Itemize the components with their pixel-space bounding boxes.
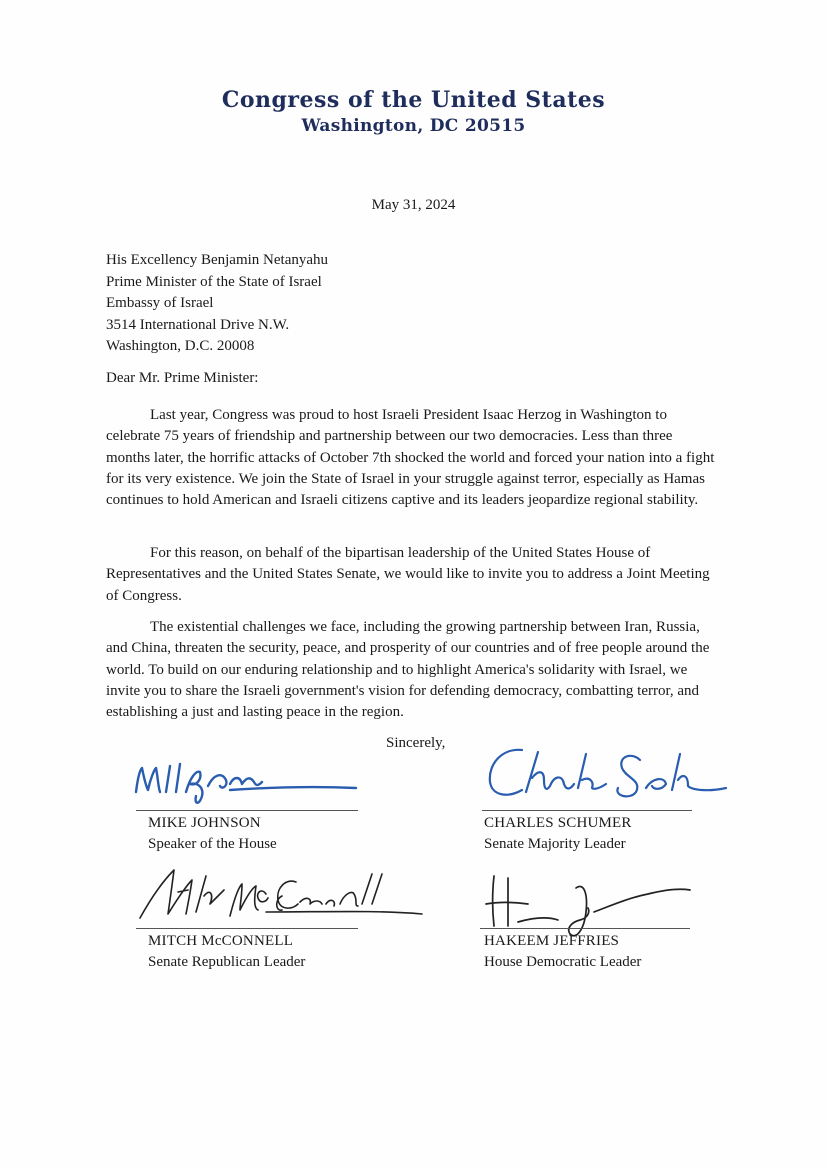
signatory-title: Speaker of the House xyxy=(148,836,277,852)
signature-line xyxy=(136,810,358,811)
body-paragraph: Last year, Congress was proud to host Israeli President Isaac Herzog in Washington to celebrate 75 years of friendship and partnership between our two democracies. Less than three months later, the horrific attacks of October 7th shocked the world and forced your nation into a fight for its very existence. We join the State of Israel in your struggle against terror, especially as Hamas continues to hold American and Israeli citizens captive and its leaders jeopardize regional stability. xyxy=(106,407,715,509)
signature-mitch-mcconnell xyxy=(126,860,426,930)
signatory-title: House Democratic Leader xyxy=(484,954,642,970)
recipient-line: Embassy of Israel xyxy=(106,295,214,311)
signatory-block xyxy=(484,813,632,855)
signatory-name: MITCH McCONNELL xyxy=(148,933,294,949)
recipient-line: 3514 International Drive N.W. xyxy=(106,316,290,333)
signature-line xyxy=(480,928,690,929)
signatory-name: HAKEEM JEFFRIES xyxy=(484,933,620,949)
recipient-line: Prime Minister of the State of Israel xyxy=(106,273,322,290)
body-paragraph: The existential challenges we face, including the growing partnership between Iran, Russia, and China, threaten the security, peace, and prosperity of our countries and of free people around the world. To build on our enduring relationship and to highlight America's solidarity with Israel, we invite you to share the Israeli government's vision for defending democracy, combatting terror, and establishing a just and lasting peace in the region. xyxy=(106,619,710,721)
letter-date: May 31, 2024 xyxy=(371,197,456,213)
signature-charles-schumer xyxy=(482,740,732,810)
recipient-address xyxy=(106,250,328,358)
body-paragraph: For this reason, on behalf of the bipartisan leadership of the United States House of Representatives and the United States Senate, we would like to invite you to address a Joint Meeting of Congress. xyxy=(106,545,710,604)
letterhead xyxy=(0,86,827,138)
signatory-name: CHARLES SCHUMER xyxy=(484,815,632,831)
signatory-name: MIKE JOHNSON xyxy=(148,815,261,831)
signatory-title: Senate Republican Leader xyxy=(148,954,306,970)
salutation: Dear Mr. Prime Minister: xyxy=(106,370,259,386)
letterhead-title: Congress of the United States xyxy=(221,87,606,113)
signature-line xyxy=(136,928,358,929)
closing: Sincerely, xyxy=(386,735,446,751)
signatory-block xyxy=(148,813,277,855)
signature-line xyxy=(482,810,692,811)
signatory-block xyxy=(148,931,305,973)
signatory-title: Senate Majority Leader xyxy=(484,836,626,852)
recipient-line: His Excellency Benjamin Netanyahu xyxy=(106,252,329,268)
letterhead-location: Washington, DC 20515 xyxy=(301,116,526,136)
signature-mike-johnson xyxy=(130,752,360,812)
signatory-block xyxy=(484,931,641,973)
recipient-line: Washington, D.C. 20008 xyxy=(106,338,255,354)
